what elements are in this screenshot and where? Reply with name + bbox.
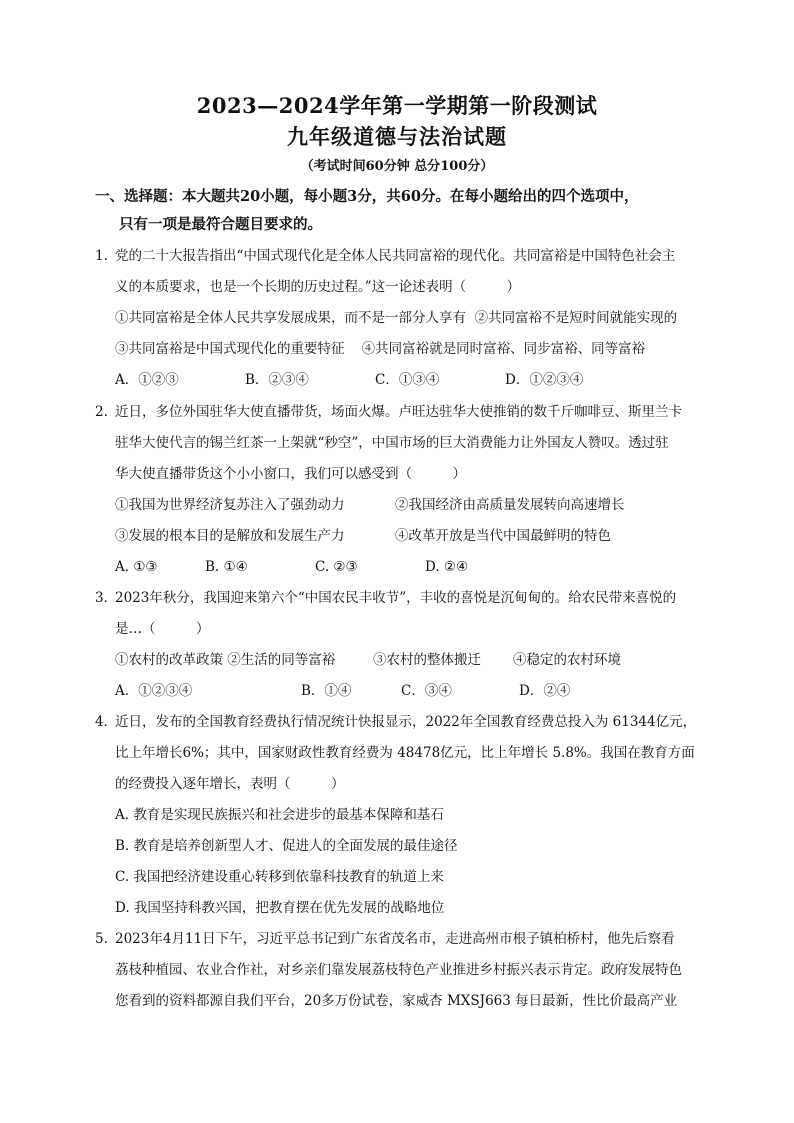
option-a[interactable]: A．①②③④: [115, 683, 193, 699]
question-2: [95, 397, 705, 583]
statement-2: ②共同富裕不是短时间就能实现的: [474, 310, 678, 326]
question-number: 2.: [95, 404, 108, 420]
question-1: [95, 241, 705, 396]
section-heading-line2: 只有一项是最符合题目要求的。: [119, 216, 322, 233]
question-stem: 2023年秋分，我国迎来第六个“中国农民丰收节”，丰收的喜悦是沉甸甸的。给农民带来喜悦的: [115, 590, 677, 606]
question-5: [95, 924, 705, 1017]
option-c[interactable]: C. ②③: [315, 559, 358, 575]
option-d[interactable]: D. ②④: [425, 559, 469, 575]
statement-1: ①我国为世界经济复苏注入了强劲动力: [115, 497, 345, 513]
question-stem: 近日，发布的全国教育经费执行情况统计快报显示，2022年全国教育经费总投入为 61344亿元，: [115, 714, 697, 730]
question-number: 4．: [95, 714, 118, 730]
statement-1-2: ①农村的改革政策 ②生活的同等富裕: [115, 652, 336, 668]
statement-3: ③农村的整体搬迁: [373, 652, 481, 668]
option-c[interactable]: C．①③④: [375, 372, 440, 388]
question-3: [95, 583, 705, 707]
question-stem: 华大使直播带货这个小小窗口，我们可以感受到（ ）: [115, 466, 466, 482]
option-c[interactable]: C. 我国把经济建设重心转移到依靠科技教育的轨道上来: [115, 869, 444, 885]
question-stem: 2023年4月11日下午，习近平总书记到广东省茂名市，走进高州市根子镇柏桥村，他先后察看: [115, 931, 675, 947]
option-d[interactable]: D．②④: [519, 683, 571, 699]
option-b[interactable]: B. ①④: [205, 559, 248, 575]
statement-4: ④稳定的农村环境: [513, 652, 621, 668]
exam-subject-title: 九年级道德与法治试题: [287, 124, 507, 149]
question-number: 3．: [95, 590, 118, 606]
option-a[interactable]: A. ①③: [115, 559, 158, 575]
option-b[interactable]: B．①④: [301, 683, 352, 699]
statement-3: ③共同富裕是中国式现代化的重要特征: [115, 341, 345, 357]
question-stem: 义的本质要求，也是一个长期的历史过程。”这一论述表明（ ）: [115, 279, 521, 295]
option-d[interactable]: D. 我国坚持科教兴国，把教育摆在优先发展的战略地位: [115, 900, 445, 916]
question-stem: 比上年增长6%；其中，国家财政性教育经费为 48478亿元，比上年增长 5.8%。我国在教育方面: [115, 745, 695, 761]
question-stem-watermark-line: 您看到的资料都源自我们平台，20多万份试卷，家威杏 MXSJ663 每日最新，性比价最高产业: [115, 993, 678, 1009]
question-stem: 荔枝种植园、农业合作社，对乡亲们靠发展荔枝特色产业推进乡村振兴表示肯定。政府发展特色: [115, 962, 682, 978]
statement-2: ②我国经济由高质量发展转向高速增长: [395, 497, 625, 513]
question-number: 5.: [95, 931, 108, 947]
question-4: [95, 707, 705, 924]
statement-4: ④共同富裕就是同时富裕、同步富裕、同等富裕: [361, 341, 646, 357]
section-heading-line1: 一、选择题：本大题共20小题，每小题3分，共60分。在每小题给出的四个选项中，: [95, 188, 639, 205]
question-number: 1.: [95, 248, 108, 264]
statement-4: ④改革开放是当代中国最鲜明的特色: [395, 528, 611, 544]
statement-3: ③发展的根本目的是解放和发展生产力: [115, 528, 345, 544]
option-b[interactable]: B. 教育是培养创新型人才、促进人的全面发展的最佳途径: [115, 838, 458, 854]
question-stem: 的经费投入逐年增长，表明（ ）: [115, 776, 345, 792]
option-a[interactable]: A．①②③: [115, 372, 179, 388]
exam-time-score: （考试时间60分钟 总分100分）: [300, 159, 494, 174]
question-stem: 驻华大使代言的锡兰红茶一上架就“秒空”，中国市场的巨大消费能力让外国友人赞叹。透过驻: [115, 435, 669, 451]
statement-1: ①共同富裕是全体人民共享发展成果，而不是一部分人享有: [115, 310, 466, 326]
option-b[interactable]: B．②③④: [245, 372, 309, 388]
exam-title: 2023—2024学年第一学期第一阶段测试: [196, 93, 598, 118]
question-stem: 党的二十大报告指出“中国式现代化是全体人民共同富裕的现代化。共同富裕是中国特色社会主: [115, 248, 676, 264]
option-d[interactable]: D．①②③④: [505, 372, 584, 388]
section-heading: [95, 183, 715, 239]
option-a[interactable]: A. 教育是实现民族振兴和社会进步的最基本保障和基石: [115, 807, 444, 823]
question-stem: 近日，多位外国驻华大使直播带货，场面火爆。卢旺达驻华大使推销的数千斤咖啡豆、斯里兰卡: [115, 404, 682, 420]
question-stem: 是…（ ）: [115, 621, 210, 637]
option-c[interactable]: C．③④: [401, 683, 452, 699]
